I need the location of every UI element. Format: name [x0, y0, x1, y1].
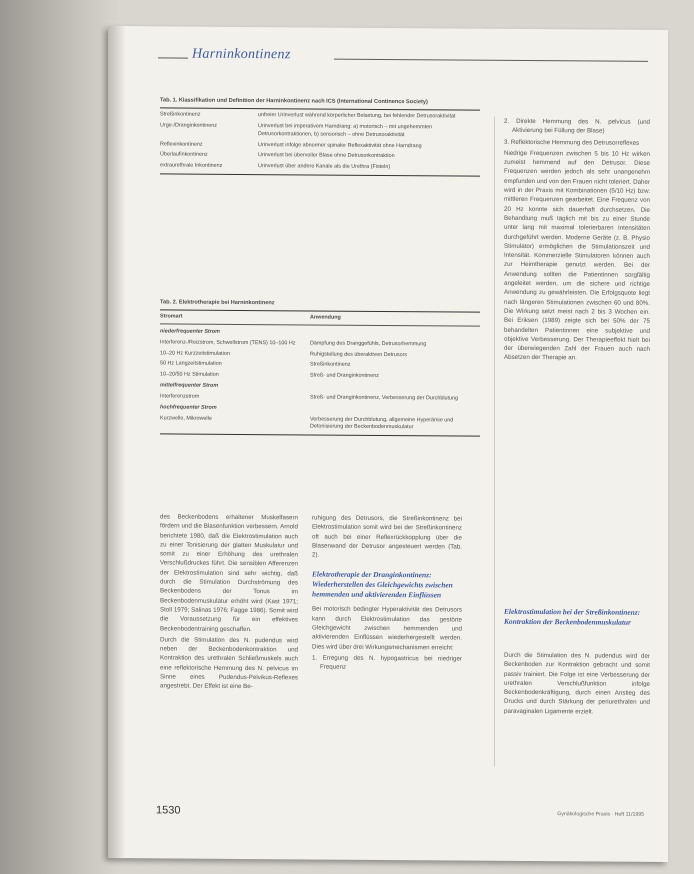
body-paragraph: Bei motorisch bedingter Hyperaktivität des Detrusors kann durch Elektrostimulation das gestörte Gleichgewicht zwischen hemmenden und aktivierenden Einflüssen wiederhergestellt werden. Dies wird über drei Wirkungsmechanismen erreicht:	[312, 605, 462, 652]
table-row	[160, 163, 480, 173]
body-paragraph: Durch die Stimulation des N. pudendus wird der Beckenboden zur Kontraktion gebracht und somit passiv trainiert. Die Folge ist eine Verbesserung der urethralen Verschlußfunktion infolge Beckenbodenkräftigung, durch einen Anstieg des Drucks und durch Stärkung der periurethralen und paravaginalen Ligamente erzielt.	[504, 651, 650, 716]
table-row	[160, 112, 480, 122]
body-paragraph: des Beckenbodens erhaltener Muskelfasern fördern und die Blasenfunktion verbessern. Arnold berichtete 1980, daß die Elektrostimulation auch zu einer Tonisierung der glatten Muskulatur und somit zu einer Erhöhung des urethralen Verschlußdruckes führt. Die sensiblen Afferenzen der Elektrostimulation sind sehr wichtig, daß durch die Stimulation Durchströmung des Beckenbodens der Tonus im Beckenbodenmuskulatur erhöht wird (Kast 1971; Stoll 1979; Salinas 1976; Fagge 1986). Somit wird die Voraussetzung für ein effektives Beckenbodentraining geschaffen.	[160, 513, 298, 633]
table-group-label: mittelfrequenter Strom	[160, 382, 219, 389]
table-cell-term: 50 Hz Langzeitstimulation	[160, 360, 222, 368]
table-cell-definition: Streß- und Dranginkontinenz, Verbesserung der Durchblutung	[310, 394, 459, 402]
table-cell-term: 10–20/50 Hz Stimulation	[160, 371, 219, 379]
table-cell-definition: Streßinkontinenz	[310, 361, 351, 369]
table-cell-definition: Urinverlust bei imperativem Harndrang: a) motorisch – mit ungehemmten Detrusorkontraktionen, b) sensorisch – ohne Detrusoraktivität	[258, 123, 433, 138]
journal-footer: Gynäkologische Praxis · Heft 11/1995	[557, 811, 644, 818]
table-cell-definition: Ruhigstellung des überaktiven Detrusors	[310, 351, 408, 358]
table-1-bottom-rule	[160, 173, 480, 176]
table-2-bottom-rule	[160, 434, 480, 437]
table-cell-term: Interferenzstrom	[160, 393, 200, 400]
table-cell-definition	[310, 384, 480, 393]
scan-background	[0, 0, 120, 874]
table-row	[160, 382, 480, 392]
document-page	[108, 26, 668, 862]
table-cell-term: Kurzwelle, Mikrowelle	[160, 414, 212, 422]
table-cell-definition: Urinverlust infolge abnormer spinaler Reflexaktivität ohne Harndrang	[258, 141, 422, 149]
table-row	[160, 415, 480, 433]
list-item: 2. Direkte Hemmung des N. pelvicus (und Aktivierung bei Füllung der Blase)	[504, 117, 650, 135]
subheading-stressinkontinenz: Elektrostimulation bei der Streßinkontinenz: Kontraktion der Beckenbodenmuskulatur	[504, 606, 641, 627]
table-cell-term: Überlaufinkontinenz	[160, 151, 208, 159]
table-group-label: hochfrequenter Strom	[160, 404, 217, 411]
table-row	[160, 393, 480, 403]
table-row	[160, 152, 480, 162]
header-rule-right	[334, 59, 648, 62]
column-header-anwendung: Anwendung	[310, 314, 341, 321]
table-cell-definition: Streß- und Dranginkontinenz	[310, 372, 379, 380]
table-2-caption: Tab. 2. Elektrotherapie bei Harninkontinenz	[160, 298, 480, 312]
table-cell-term: Streßinkontinenz	[160, 111, 201, 118]
table-1	[160, 96, 480, 176]
table-cell-term: 10–20 Hz Kurzzeitstimulation	[160, 350, 230, 357]
body-paragraph: Durch die Stimulation des N. pudendus wird neben der Beckenbodenkontraktion und Kontraktion des urethralen Schließmuskels auch eine reflektorische Hemmung des N. pelvicus im Sinne eines Pudendus-Pelvikus-Reflexes angestrebt. Der Effekt ist eine Be-	[160, 636, 298, 691]
table-2	[160, 298, 480, 436]
table-cell-definition: unfreier Urinverlust während körperlicher Belastung, bei fehlender Detrusoraktivität	[258, 112, 456, 120]
table-cell-term: Interferenz-/Reizstrom, Schwellstrom (TENS) 10–100 Hz	[160, 339, 296, 347]
table-cell-term: Reflexinkontinenz	[160, 141, 203, 148]
section-title: Harninkontinenz	[192, 46, 291, 63]
table-cell-definition	[310, 329, 480, 338]
table-cell-definition: Urinverlust bei übervoller Blase ohne Detrusorkontraktion	[258, 152, 395, 160]
list-item: 1. Erregung des N. hypogastricus bei niedriger Frequenz	[312, 654, 462, 671]
subheading-dranginkontinenz: Elektrotherapie der Dranginkontinenz: Wiederherstellen des Gleichgewichts zwischen hemmenden und aktivierenden Einflüssen	[312, 569, 453, 600]
table-cell-term: Urge-/Dranginkontinenz	[160, 122, 217, 129]
table-row	[160, 404, 480, 414]
running-header	[158, 46, 648, 67]
body-paragraph: ruhigung des Detrusors, die Streßinkontinenz bei Elektrostimulation somit wird bei der Streßinkontinenz oft auch bei einer Reflexrückkopplung über die Blasenwand der Detrusor angesteuert werden (Tab. 2).	[312, 514, 462, 559]
table-header-row	[160, 314, 480, 327]
table-row	[160, 361, 480, 371]
table-cell-definition: Verbesserung der Durchblutung, allgemeine Hyperämie und Detonisierung der Beckenbodenmuskulatur	[310, 416, 454, 431]
table-cell-definition: Dämpfung des Dranggefühls, Detrusorhemmung	[310, 340, 427, 348]
column-header-stromart: Stromart	[160, 313, 183, 320]
list-item: 3. Reflektorische Hemmung des Detrusorreflexes	[504, 138, 640, 147]
table-row	[160, 328, 480, 338]
table-group-label: niederfrequenter Strom	[160, 328, 220, 335]
page-number: 1530	[156, 804, 181, 817]
subheading-wrapper	[504, 607, 650, 633]
column-divider	[494, 117, 495, 767]
table-1-caption: Tab. 1. Klassifikation und Definition der Harninkontinenz nach ICS (International Continence Society)	[160, 96, 480, 110]
table-row	[160, 141, 480, 151]
table-row	[160, 350, 480, 360]
table-cell-definition	[310, 405, 480, 414]
body-paragraph: Niedrige Frequenzen zwischen 5 bis 10 Hz wirken zumeist hemmend auf den Detrusor. Diese Frequenzen werden jedoch als sehr unangenehm empfunden und von den Frauen nicht toleriert. Daher wird in der Praxis mit Kombinationen (5/10 Hz) bzw. mittleren Frequenzen gearbeitet. Eine Frequenz von 20 Hz konnte sich dauerhaft durchsetzen. Die Behandlung muß täglich mit bis zu einer Stunde unter lang mit maximal tolerierbaren Intensitäten durchgeführt werden. Moderne Geräte (z. B. Physio Stimulator) ermöglichen die Stimulationszeit und Intensität. Kommerzielle Stimulatoren können auch zur Heimtherapie genutzt werden. Bei der Anwendung sollten die Patientinnen sorgfältig angeleitet werden, um die sichere und richtige Anwendung zu gewährleisten. Die Erfolgsquote liegt nach längeren Stimulationen zwischen 60 und 80%. Die Wirkung setzt meist nach 2 bis 3 Wochen ein. Bei Eriksen (1989) zeigte sich bei 50% der 75 behandelten Patientinnen eine subjektive und objektive Verbesserung. Der Therapieeffekt hielt bei der überwiegenden Zahl der Frauen auch nach Absetzen der Therapie an.	[504, 149, 650, 362]
table-row	[160, 372, 480, 382]
body-column-middle	[312, 513, 462, 674]
body-continuation	[504, 651, 650, 719]
table-cell-definition: Urinverlust über andere Kanäle als die Urethra (Fisteln)	[258, 163, 391, 171]
table-row	[160, 339, 480, 349]
header-rule-left	[158, 57, 188, 58]
body-column-left	[160, 512, 298, 694]
body-column-right	[504, 117, 650, 716]
table-row	[160, 122, 480, 140]
table-cell-term: extraurethrale Inkontinenz	[160, 162, 223, 170]
page-binding-shadow	[108, 26, 126, 858]
